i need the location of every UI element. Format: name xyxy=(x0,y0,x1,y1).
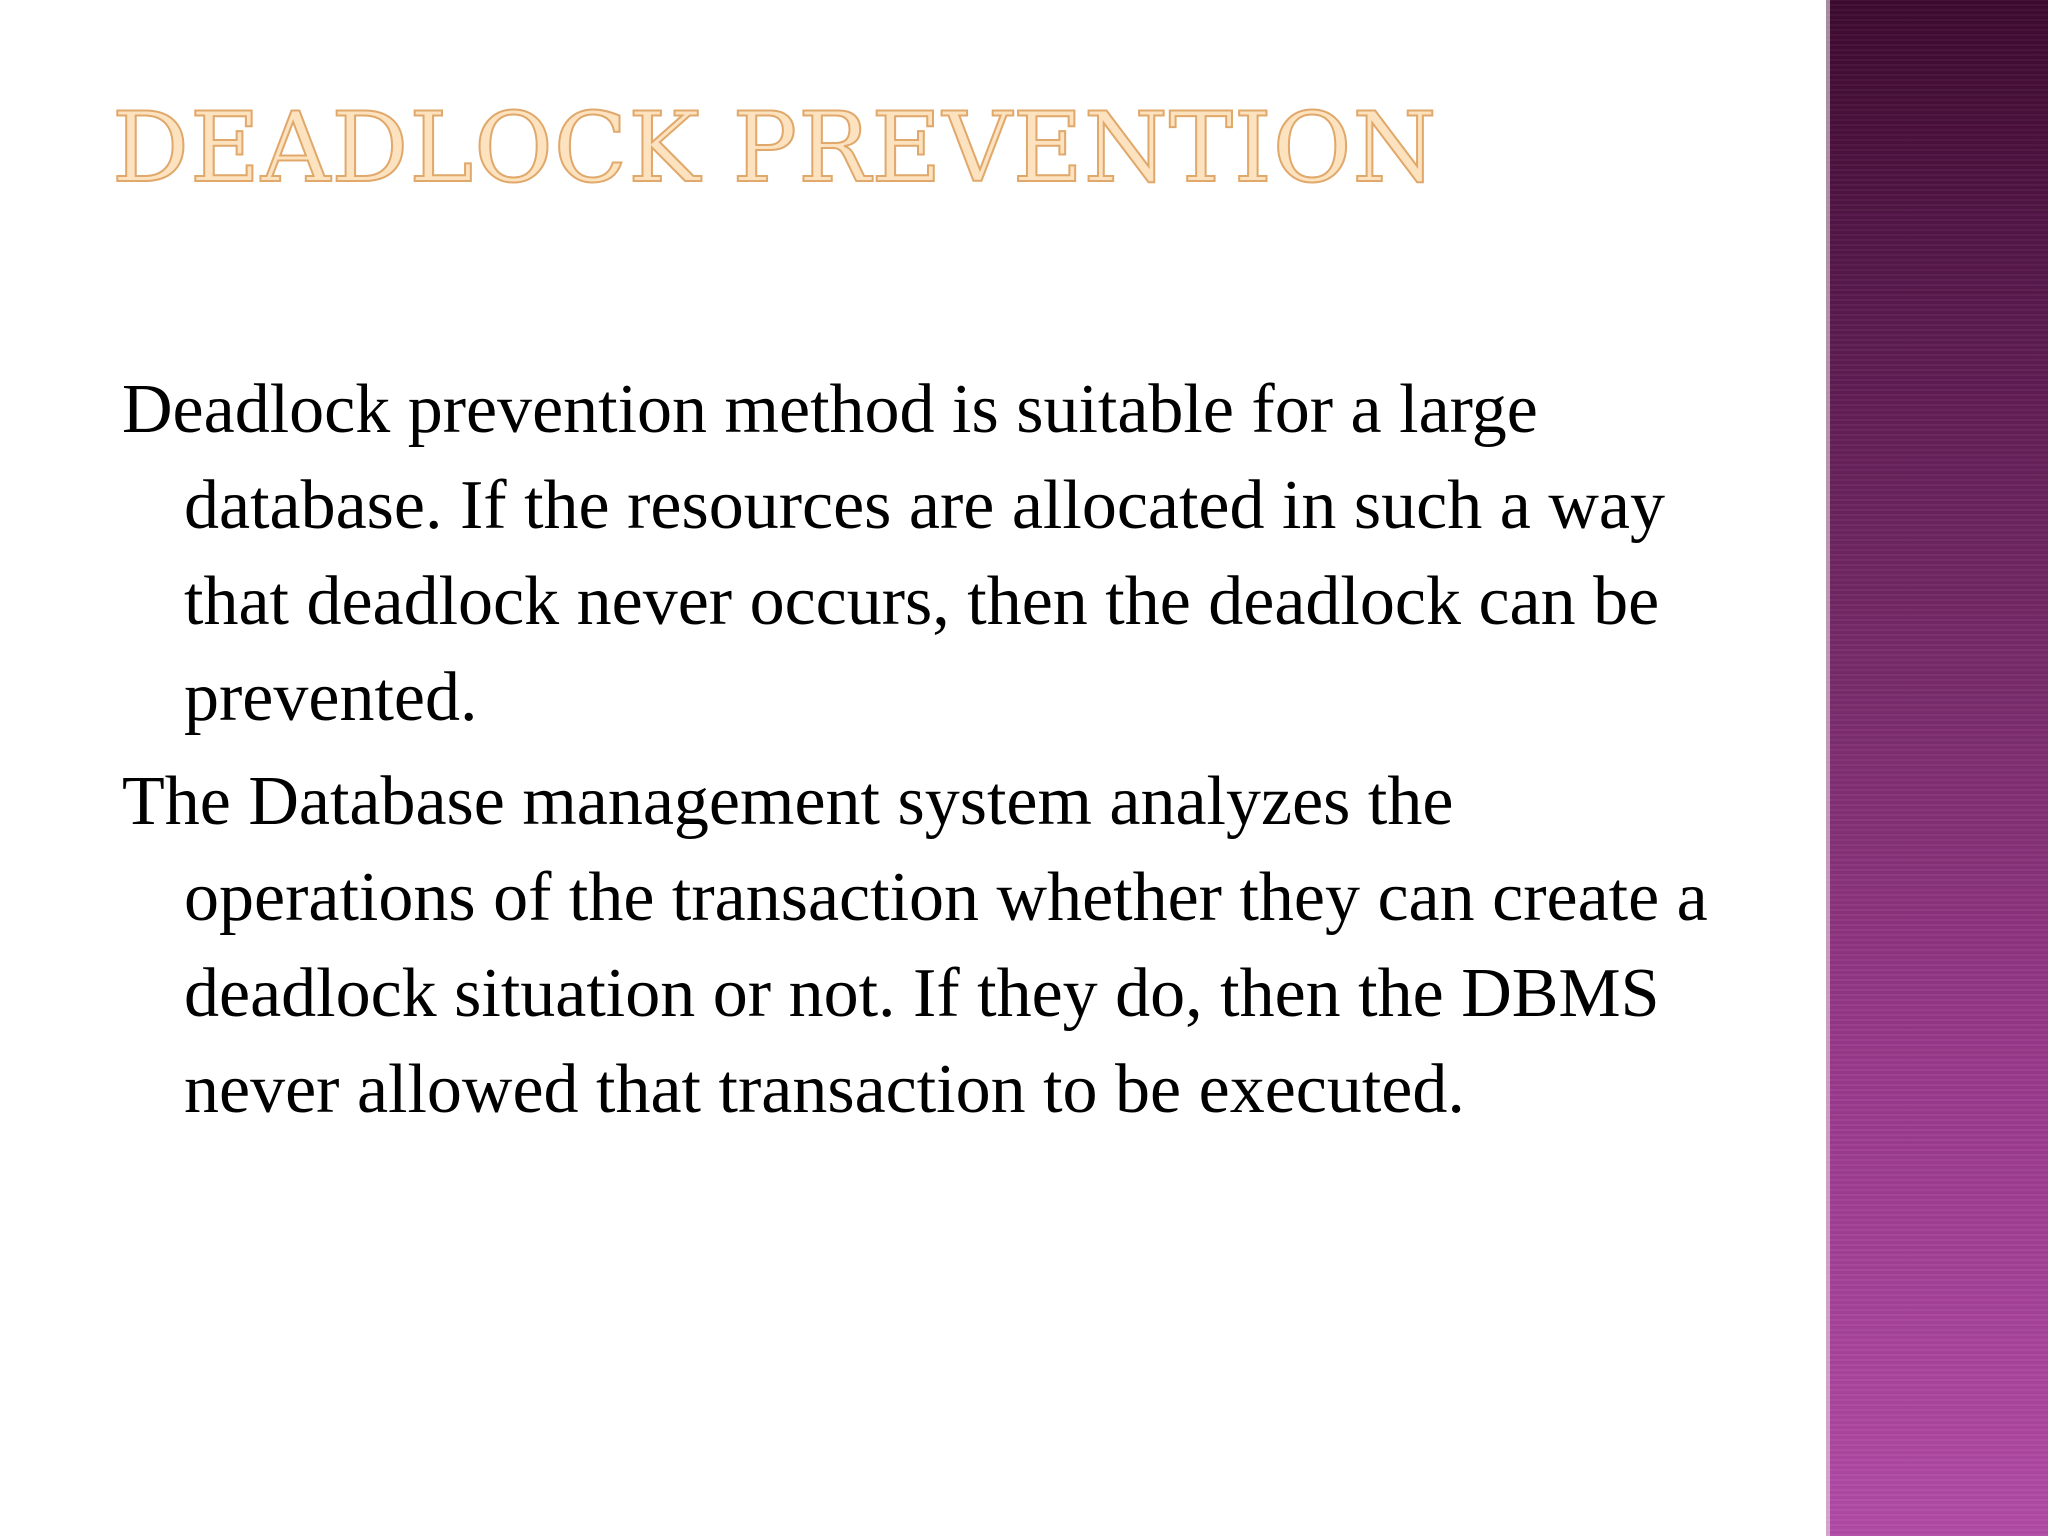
paragraph-2: The Database management system analyzes the operations of the transaction whether they can create a deadlock situation or not. If they do, then the DBMS never allowed that transaction to be executed. xyxy=(122,763,1708,1128)
slide-body xyxy=(122,362,1742,1146)
side-band-edge xyxy=(1826,0,1830,1536)
paragraph-1: Deadlock prevention method is suitable for a large database. If the resources are allocated in such a way that deadlock never occurs, then the deadlock can be prevented. xyxy=(122,371,1665,736)
slide-title: DEADLOCK PREVENTION xyxy=(112,92,1438,204)
decorative-side-band xyxy=(1826,0,2048,1536)
